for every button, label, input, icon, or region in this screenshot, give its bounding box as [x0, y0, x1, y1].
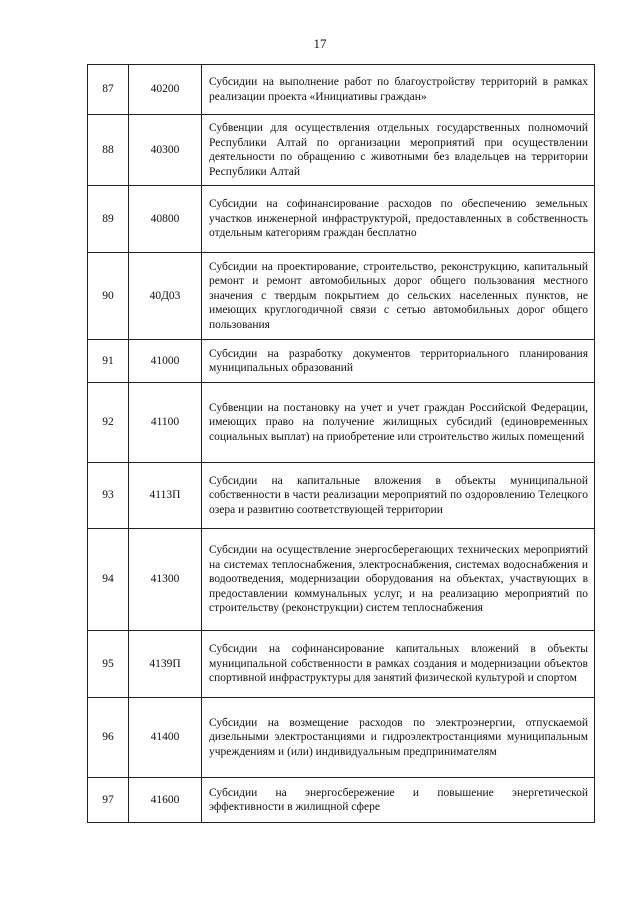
row-number: 96 — [88, 698, 129, 778]
table-row — [88, 340, 595, 383]
row-description: Субвенции для осуществления отдельных государственных полномочий Республики Алтай по организации мероприятий при осуществлении деятельности по обращению с животными без владельцев на территории Республики Алтай — [202, 115, 595, 186]
row-code: 41000 — [129, 340, 202, 383]
table-row — [88, 253, 595, 340]
row-description: Субсидии на выполнение работ по благоустройству территорий в рамках реализации проекта «Инициативы граждан» — [202, 65, 595, 115]
row-description: Субсидии на осуществление энергосберегающих технических мероприятий на системах теплоснабжения, электроснабжения, системах водоснабжения и водоотведения, модернизации оборудования на объектах, участвующих в предоставлении коммунальных услуг, и на реализацию мероприятий по строительству (реконструкции) систем теплоснабжения — [202, 529, 595, 631]
table-row — [88, 65, 595, 115]
row-description: Субсидии на капитальные вложения в объекты муниципальной собственности в части реализации мероприятий по оздоровлению Телецкого озера и развитию соответствующей территории — [202, 463, 595, 529]
row-code: 4113П — [129, 463, 202, 529]
page-number: 17 — [313, 36, 327, 51]
row-description: Субсидии на проектирование, строительство, реконструкцию, капитальный ремонт и ремонт автомобильных дорог общего пользования местного значения с твердым покрытием до сельских населенных пунктов, не имеющих круглогодичной связи с сетью автомобильных дорог общего пользования — [202, 253, 595, 340]
row-description: Субсидии на софинансирование капитальных вложений в объекты муниципальной собственности в рамках создания и модернизации объектов спортивной инфраструктуры для занятий физической культурой и спортом — [202, 631, 595, 698]
row-description: Субсидии на энергосбережение и повышение энергетической эффективности в жилищной сфере — [202, 778, 595, 823]
row-code: 41300 — [129, 529, 202, 631]
table-row — [88, 631, 595, 698]
table-row — [88, 383, 595, 463]
table-row — [88, 463, 595, 529]
row-description: Субсидии на разработку документов территориального планирования муниципальных образований — [202, 340, 595, 383]
row-number: 91 — [88, 340, 129, 383]
row-code: 40Д03 — [129, 253, 202, 340]
row-number: 93 — [88, 463, 129, 529]
row-number: 87 — [88, 65, 129, 115]
table-row — [88, 778, 595, 823]
row-code: 40800 — [129, 186, 202, 253]
row-code: 40200 — [129, 65, 202, 115]
row-number: 89 — [88, 186, 129, 253]
row-number: 95 — [88, 631, 129, 698]
row-code: 40300 — [129, 115, 202, 186]
table-row — [88, 529, 595, 631]
budget-codes-table — [87, 64, 595, 823]
row-code: 41100 — [129, 383, 202, 463]
row-code: 4139П — [129, 631, 202, 698]
row-number: 97 — [88, 778, 129, 823]
row-description: Субсидии на софинансирование расходов по обеспечению земельных участков инженерной инфраструктурой, предоставленных в собственность отдельным категориям граждан бесплатно — [202, 186, 595, 253]
row-code: 41400 — [129, 698, 202, 778]
row-number: 92 — [88, 383, 129, 463]
row-number: 90 — [88, 253, 129, 340]
table-row — [88, 115, 595, 186]
row-description: Субвенции на постановку на учет и учет граждан Российской Федерации, имеющих право на получение жилищных субсидий (единовременных социальных выплат) на приобретение или строительство жилых помещений — [202, 383, 595, 463]
row-number: 88 — [88, 115, 129, 186]
row-number: 94 — [88, 529, 129, 631]
table-row — [88, 698, 595, 778]
row-code: 41600 — [129, 778, 202, 823]
table-row — [88, 186, 595, 253]
row-description: Субсидии на возмещение расходов по электроэнергии, отпускаемой дизельными электростанциями и гидроэлектростанциями муниципальным учреждениям и (или) индивидуальным предпринимателям — [202, 698, 595, 778]
